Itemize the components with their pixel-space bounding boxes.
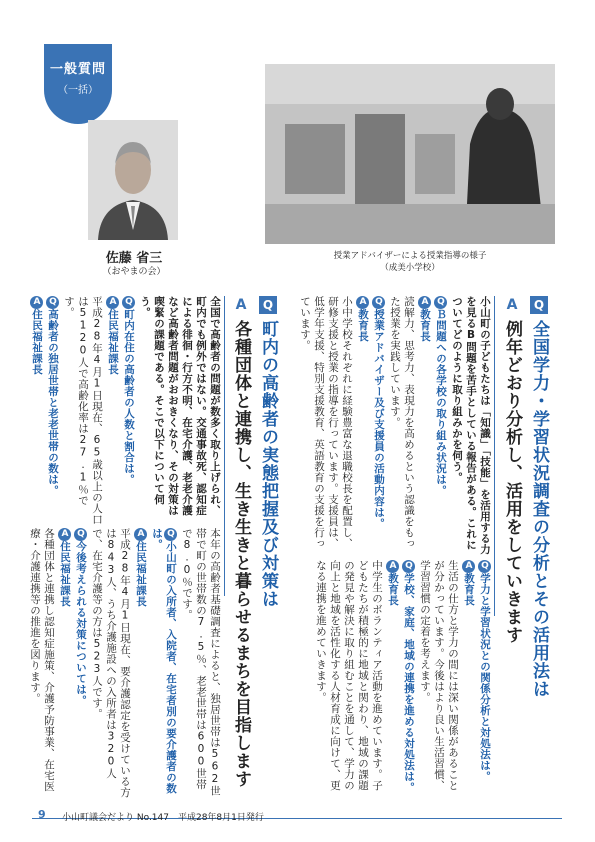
question-1-text: 小山町の子どもたちは「知識」「技能」を活用する力を見るB問題を苦手としている報告がある。これについてどのように取り組みかを伺う。 — [451, 296, 491, 555]
photo-caption-location: （成美小学校） — [380, 263, 440, 273]
answer-4-text: 中学生のボランティア活動を進めています。子どもたちが積極的に地域と関わり、地域の課題の発見や解決に取り組むことを通して、学力の向上と地域を活性化する人材育成に向けて、更なる連携を進めていきます。 — [315, 560, 383, 791]
councillor-name: 佐藤 省三 — [105, 251, 163, 266]
q-icon: Q — [374, 297, 384, 308]
a-mark-icon: A — [504, 296, 520, 314]
answer-4-text: 各種団体と連携し認知症施策、介護予防事業、在宅医療・介護連携等の推進を図ります。 — [29, 528, 55, 792]
a-icon: A — [32, 297, 42, 308]
question-2-heading — [256, 296, 281, 756]
sub-question-4: Q学校、家庭、地域の連携を進める対処法は。 — [403, 561, 415, 793]
answer-role-1: A教育長 — [419, 297, 431, 342]
answer-1-title: 例年どおり分析し、活用をしていきます — [502, 320, 522, 644]
a-mark-icon: A — [233, 296, 249, 314]
q-icon: Q — [480, 561, 490, 572]
a-icon: A — [388, 561, 398, 572]
answer-1-heading — [500, 296, 525, 766]
a-icon: A — [358, 297, 368, 308]
sub-question-3: Q小山町の入所者、入院者、在宅者別の要介護者の数は。 — [151, 528, 177, 794]
answer-2-heading — [229, 296, 254, 816]
page-number: 9 — [38, 808, 46, 821]
q-icon: Q — [48, 297, 58, 308]
councillor-group: （おやまの会） — [102, 267, 166, 277]
issue-info: 小山町議会だより No.147 平成28年8月1日発行 — [62, 813, 264, 823]
sub-question-4: Q今後考えられる対策については。 — [75, 529, 87, 706]
section-tab — [44, 44, 112, 124]
a-icon: A — [108, 297, 118, 308]
a-icon: A — [464, 561, 474, 572]
a-icon: A — [136, 529, 146, 540]
q-icon: Q — [166, 529, 176, 540]
divider — [224, 296, 225, 596]
sub-question-2: Q高齢者の独居世帯と老老世帯の数は。 — [47, 297, 59, 496]
q-icon: Q — [436, 297, 446, 308]
q-icon: Q — [124, 297, 134, 308]
section-tab-sublabel: （一括） — [58, 85, 98, 96]
question-1-body — [274, 296, 492, 556]
answer-3-text: 生活の仕方と学力の間には深い関係があることが分かっています。今後はより良い生活習慣、学習習慣の定着を考えます。 — [419, 560, 459, 791]
councillor-portrait — [88, 120, 178, 240]
sub-question-3: Q学力と学習状況との関係分析と対処法は。 — [479, 561, 491, 782]
question-2-body — [31, 296, 222, 526]
answer-role-3: A教育長 — [463, 561, 475, 606]
q-mark-icon: Q — [261, 297, 275, 313]
sub-question-1: QＢ問題への各学校の取り組み状況は。 — [435, 297, 447, 496]
section-tab-label: 一般質問 — [49, 62, 106, 77]
q-icon: Q — [404, 561, 414, 572]
answer-3-text: 平成28年4月1日現在、要介護認定を受けている方は843人、うち介護施設への入所者は320人で、在宅介護等の方は523人です。 — [91, 528, 131, 798]
question-1-body-lower — [274, 560, 492, 800]
answer-2-text: 小中学校それぞれに経験豊富な退職校長を配置し、研修支援と授業の指導を行っています。支援員は、低学年支援、特別支援教育、英語教育の支援を行っています。 — [299, 296, 353, 549]
answer-role-4: A住民福祉課長 — [59, 529, 71, 607]
question-2-title: 町内の高齢者の実態把握及び対策は — [258, 320, 278, 608]
question-2-text: 全国で高齢者の問題が数多く取り上げられ、町内でも例外ではない。交通事故死、認知症による徘徊・行方不明、在宅介護、老老介護など高齢者問題がおおきくなり、その対策は喫緊の課題である。そこで以下について伺う。 — [139, 296, 221, 516]
answer-1-text: 読解力、思考力、表現力を高めるという認識をもった授業を実践しています。 — [389, 296, 415, 549]
sub-question-2: Q授業アドバイザー及び支援員の活動内容は。 — [373, 297, 385, 529]
a-icon: A — [60, 529, 70, 540]
answer-1-text: 平成28年4月1日現在、65歳以上の人口は5120人で高齢化率は27.1％です。 — [63, 296, 103, 525]
answer-role-3: A住民福祉課長 — [135, 529, 147, 607]
question-1-heading — [527, 296, 552, 766]
a-icon: A — [420, 297, 430, 308]
sub-question-1: Q町内在住の高齢者の人数と割合は。 — [123, 297, 135, 485]
answer-role-2: A教育長 — [357, 297, 369, 342]
question-1-title: 全国学力・学習状況調査の分析とその活用法は — [529, 320, 549, 698]
q-mark-icon: Q — [532, 297, 546, 313]
answer-role-1: A住民福祉課長 — [107, 297, 119, 375]
answer-role-2: A住民福祉課長 — [31, 297, 43, 375]
question-2-body-lower — [29, 528, 222, 798]
answer-2-text: 本年の高齢者基礎調査によると、独居世帯は562世帯で町の世帯数の7.5％、老老世帯は600世帯で8.0％です。 — [181, 528, 221, 797]
classroom-photo — [265, 64, 555, 244]
divider — [494, 296, 495, 616]
answer-role-4: A教育長 — [387, 561, 399, 606]
answer-2-title: 各種団体と連携し、生き生きと暮らせるまちを目指します — [231, 320, 251, 788]
q-icon: Q — [76, 529, 86, 540]
photo-caption: 授業アドバイザーによる授業指導の様子 — [333, 251, 487, 261]
